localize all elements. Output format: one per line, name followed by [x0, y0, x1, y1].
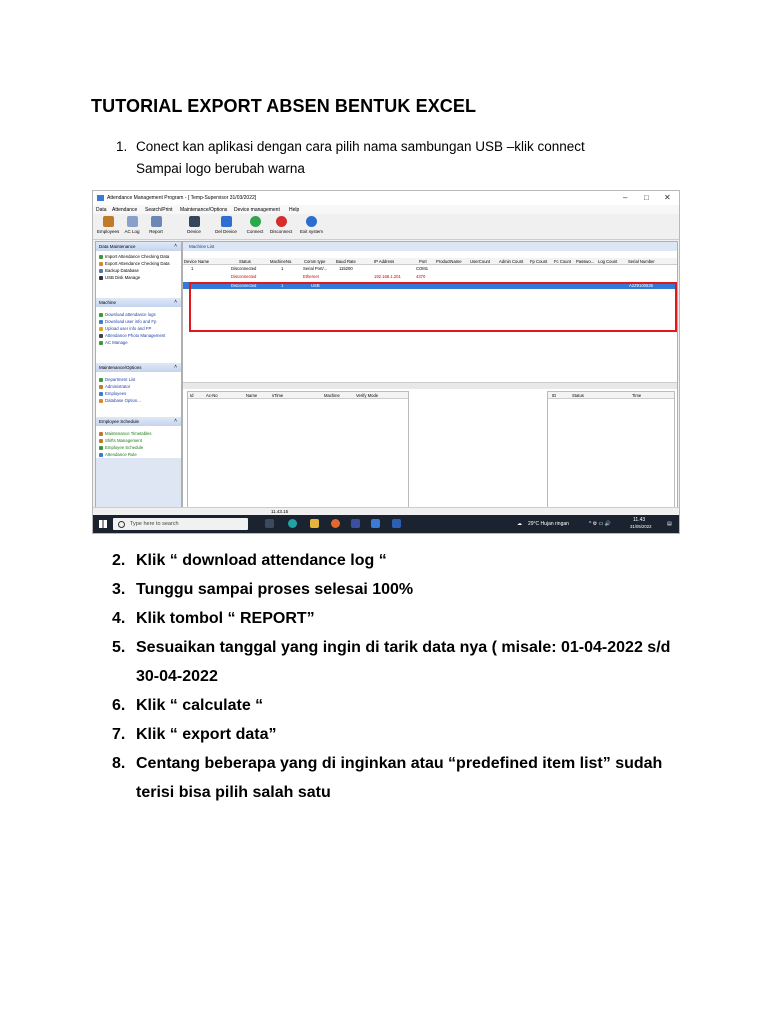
- column-header[interactable]: Verify Mode: [356, 392, 379, 398]
- step-text: [136, 136, 656, 180]
- column-header[interactable]: Comm type: [304, 258, 326, 264]
- tab-machine-list[interactable]: [183, 242, 677, 251]
- connect-button[interactable]: [244, 216, 266, 237]
- column-header[interactable]: Ac-No: [206, 392, 218, 398]
- step-8: [112, 749, 672, 807]
- cell: USB: [311, 283, 320, 288]
- step-2: [112, 546, 672, 575]
- cell: 192.168.1.201: [374, 274, 401, 279]
- firefox-icon[interactable]: [331, 519, 340, 528]
- column-header[interactable]: Name: [246, 392, 258, 398]
- menu-search-print[interactable]: Search/Print: [145, 207, 173, 213]
- department-icon: [99, 378, 103, 382]
- item-label: USB Disk Manage: [105, 275, 141, 280]
- report-icon: [151, 216, 162, 227]
- step-number: 7.: [112, 726, 126, 743]
- edge-icon[interactable]: [288, 519, 297, 528]
- menu-device-management[interactable]: Device management: [234, 207, 280, 213]
- column-header[interactable]: MachineNo.: [270, 258, 293, 264]
- step-number: 4.: [112, 610, 126, 627]
- menu-bar: [93, 205, 679, 214]
- column-header[interactable]: sTime: [272, 392, 284, 398]
- section-machine[interactable]: [96, 298, 181, 307]
- column-header[interactable]: Id: [190, 392, 194, 398]
- section-header: Machine: [99, 300, 117, 305]
- usb-icon: [99, 276, 103, 280]
- cell: 1: [281, 266, 284, 271]
- weather-text[interactable]: 29°C Hujan ringan: [528, 521, 569, 527]
- notification-icon[interactable]: ▤: [667, 521, 672, 527]
- window-titlebar: [93, 191, 679, 205]
- cell: Ethernet: [303, 274, 319, 279]
- window-title: Attendance Management Program - [ Temp-Supervisor 31/03/2022]: [107, 195, 257, 201]
- exit-label: Exit system: [300, 229, 324, 234]
- device-button[interactable]: [183, 216, 205, 237]
- cell: COM1: [416, 266, 429, 271]
- item-label: Export Attendance Checking Data: [105, 261, 170, 266]
- report-label: Report: [149, 229, 163, 234]
- page-title: TUTORIAL EXPORT ABSEN BENTUK EXCEL: [91, 96, 477, 116]
- item-label: Employee Schedule: [105, 445, 144, 450]
- step-number: 5.: [112, 639, 126, 656]
- cell: Disconnected: [231, 283, 257, 288]
- step-number: 1.: [116, 139, 128, 154]
- app-screenshot: [92, 190, 680, 534]
- item-label: Shifts Management: [105, 438, 143, 443]
- section-maintenance-options[interactable]: [96, 363, 181, 372]
- backup-icon: [99, 269, 103, 273]
- menu-item[interactable]: [99, 261, 170, 266]
- schedule-icon: [99, 446, 103, 450]
- employees-label: Employees: [97, 229, 120, 234]
- maximize-button[interactable]: □: [644, 193, 649, 202]
- column-header[interactable]: Fc Count: [554, 258, 571, 264]
- disconnect-button[interactable]: [270, 216, 292, 237]
- del-device-label: Del Device: [215, 229, 237, 234]
- section-data-maintenance[interactable]: [96, 242, 181, 251]
- windows-start-icon[interactable]: [99, 520, 107, 528]
- employees-small-icon: [99, 392, 103, 396]
- menu-item[interactable]: [99, 340, 128, 345]
- menu-item[interactable]: [99, 268, 139, 273]
- device-icon: [189, 216, 200, 227]
- disconnect-label: Disconnect: [270, 229, 293, 234]
- collapse-icon[interactable]: ˄: [174, 418, 177, 424]
- delete-icon: [221, 216, 232, 227]
- section-header: Employee Schedule: [99, 419, 140, 424]
- exit-icon: [306, 216, 317, 227]
- menu-item[interactable]: [99, 312, 156, 317]
- cell: 115200: [339, 266, 353, 271]
- import-icon: [99, 255, 103, 259]
- menu-help[interactable]: Help: [289, 207, 300, 213]
- item-label: AC Manage: [105, 340, 128, 345]
- step-6: [112, 691, 672, 720]
- column-header[interactable]: Port: [419, 258, 427, 264]
- log-grid: [187, 391, 409, 508]
- section-employee-schedule[interactable]: [96, 417, 181, 426]
- menu-item[interactable]: [99, 319, 156, 324]
- column-header[interactable]: Machine: [324, 392, 340, 398]
- column-header[interactable]: UserCount: [470, 258, 491, 264]
- column-header[interactable]: ProductName: [436, 258, 462, 264]
- taskbar-search[interactable]: [113, 518, 248, 530]
- left-panel: [95, 241, 182, 509]
- search-placeholder: Type here to search: [130, 521, 179, 527]
- step-text: Klik “ export data”: [136, 726, 277, 743]
- cloud-icon: ☁: [517, 521, 522, 527]
- taskbar-clock[interactable]: 11.43: [633, 517, 646, 523]
- column-header[interactable]: Serial Number: [628, 258, 655, 264]
- windows-taskbar: [93, 515, 679, 533]
- disconnect-icon: [276, 216, 287, 227]
- connect-icon: [250, 216, 261, 227]
- machine-grid-header: [183, 258, 677, 265]
- menu-item[interactable]: [99, 326, 151, 331]
- upload-icon: [99, 327, 103, 331]
- column-header[interactable]: ID: [552, 392, 557, 398]
- item-label: Attendance Photo Management: [105, 333, 166, 338]
- employees-button[interactable]: [97, 216, 119, 237]
- table-row[interactable]: [183, 265, 677, 272]
- step-number: 8.: [112, 755, 126, 772]
- connect-label: Connect: [246, 229, 264, 234]
- menu-item[interactable]: [99, 431, 152, 436]
- menu-item[interactable]: [99, 438, 142, 443]
- tab-label: Machine List: [189, 244, 215, 249]
- database-icon: [99, 399, 103, 403]
- step-7: [112, 720, 672, 749]
- cell: 4370: [416, 274, 426, 279]
- search-icon: [118, 521, 125, 528]
- photo-icon: [99, 334, 103, 338]
- horizontal-scrollbar[interactable]: [183, 382, 677, 389]
- step-number: 6.: [112, 697, 126, 714]
- column-header[interactable]: Status: [239, 258, 251, 264]
- employees-icon: [103, 216, 114, 227]
- collapse-icon[interactable]: ˄: [174, 299, 177, 305]
- exit-button[interactable]: [300, 216, 322, 237]
- step-text: Klik “ calculate “: [136, 697, 264, 714]
- step-4: [112, 604, 672, 633]
- column-header[interactable]: Baud Rate: [336, 258, 356, 264]
- column-header[interactable]: Passwo...: [576, 258, 595, 264]
- menu-item[interactable]: [99, 275, 140, 280]
- menu-item[interactable]: [99, 445, 143, 450]
- cell: Disconnected: [231, 266, 257, 271]
- step-text: Klik tombol “ REPORT”: [136, 610, 315, 627]
- item-label: Attendance Rule: [105, 452, 137, 457]
- section-header: Data Maintenance: [99, 244, 136, 249]
- task-view-icon[interactable]: [265, 519, 274, 528]
- toolbar: [93, 214, 679, 240]
- item-label: Database Option...: [105, 398, 141, 403]
- rule-icon: [99, 453, 103, 457]
- step-text: Centang beberapa yang di inginkan atau “predefined item list” sudah terisi bisa pilih salah satu: [136, 755, 663, 801]
- ac-icon: [99, 341, 103, 345]
- file-explorer-icon[interactable]: [310, 519, 319, 528]
- cell: 1: [191, 266, 194, 271]
- cell: A2Z9100636: [629, 283, 653, 288]
- step-text: Klik “ download attendance log “: [136, 552, 387, 569]
- report-button[interactable]: [145, 216, 167, 237]
- menu-item[interactable]: [99, 333, 165, 338]
- step-1-line-2: Sampai logo berubah warna: [136, 161, 305, 176]
- steps-list: [112, 546, 672, 807]
- log-grid-header: [188, 392, 408, 399]
- item-label: Backup Database: [105, 268, 139, 273]
- item-label: Administrator: [105, 384, 131, 389]
- cell: Serial Port/...: [303, 266, 328, 271]
- taskbar-date[interactable]: 31/05/2022: [630, 524, 652, 529]
- step-number: 2.: [112, 552, 126, 569]
- step-1-line-1: Conect kan aplikasi dengan cara pilih nama sambungan USB –klik connect: [136, 139, 585, 154]
- cell: Disconnected: [231, 274, 257, 279]
- close-button[interactable]: ✕: [664, 193, 671, 202]
- menu-item[interactable]: [99, 391, 126, 396]
- table-row[interactable]: [183, 273, 677, 280]
- item-label: Maintenance Timetables: [105, 431, 152, 436]
- download-icon: [99, 313, 103, 317]
- minimize-button[interactable]: –: [623, 193, 628, 202]
- export-icon: [99, 262, 103, 266]
- collapse-icon[interactable]: ˄: [174, 243, 177, 249]
- aclog-label: AC Log: [124, 229, 140, 234]
- item-label: Department List: [105, 377, 136, 382]
- aclog-button[interactable]: [121, 216, 143, 237]
- aclog-icon: [127, 216, 138, 227]
- menu-attendance[interactable]: Attendance: [112, 207, 138, 213]
- column-header[interactable]: IP Address: [374, 258, 395, 264]
- state-grid-header: [548, 392, 674, 399]
- step-text: Tunggu sampai proses selesai 100%: [136, 581, 414, 598]
- item-label: Download user info and Fp: [105, 319, 157, 324]
- section-header: Maintenance/Options: [99, 365, 142, 370]
- admin-icon: [99, 385, 103, 389]
- menu-item[interactable]: [99, 398, 141, 403]
- column-header[interactable]: Log Count: [598, 258, 618, 264]
- app-icon-1[interactable]: [351, 519, 360, 528]
- menu-item[interactable]: [99, 254, 169, 259]
- step-5: [112, 633, 672, 691]
- menu-maintenance[interactable]: Maintenance/Options: [180, 207, 228, 213]
- column-header[interactable]: Admin Count: [499, 258, 524, 264]
- step-3: [112, 575, 672, 604]
- app-icon: [97, 195, 104, 201]
- column-header[interactable]: Time: [632, 392, 642, 398]
- item-label: Upload user info and FP: [105, 326, 152, 331]
- state-grid: [547, 391, 675, 508]
- item-label: Import Attendance Checking Data: [105, 254, 170, 259]
- highlight-box: [189, 282, 677, 332]
- main-panel: [182, 241, 678, 509]
- status-time: 11.43.15: [271, 509, 289, 514]
- word-icon[interactable]: [392, 519, 401, 528]
- column-header[interactable]: Fp Count: [530, 258, 548, 264]
- item-label: Download attendance logs: [105, 312, 156, 317]
- device-label: Device: [187, 229, 201, 234]
- app-icon-2[interactable]: [371, 519, 380, 528]
- menu-item[interactable]: [99, 384, 130, 389]
- del-device-button[interactable]: [215, 216, 237, 237]
- collapse-icon[interactable]: ˄: [174, 364, 177, 370]
- step-text: Sesuaikan tanggal yang ingin di tarik data nya ( misale: 01-04-2022 s/d 30-04-2022: [136, 639, 671, 685]
- item-label: Employees: [105, 391, 127, 396]
- cell: 1: [281, 283, 284, 288]
- timetable-icon: [99, 432, 103, 436]
- menu-data[interactable]: Data: [96, 207, 107, 213]
- download-user-icon: [99, 320, 103, 324]
- column-header[interactable]: Status: [572, 392, 584, 398]
- left-panel-footer: [96, 458, 181, 508]
- menu-item[interactable]: [99, 452, 137, 457]
- tray-icons[interactable]: ^ ⚙ ▭ 🔊: [589, 521, 611, 527]
- step-number: 3.: [112, 581, 126, 598]
- shifts-icon: [99, 439, 103, 443]
- column-header[interactable]: Device Name: [184, 258, 210, 264]
- menu-item[interactable]: [99, 377, 135, 382]
